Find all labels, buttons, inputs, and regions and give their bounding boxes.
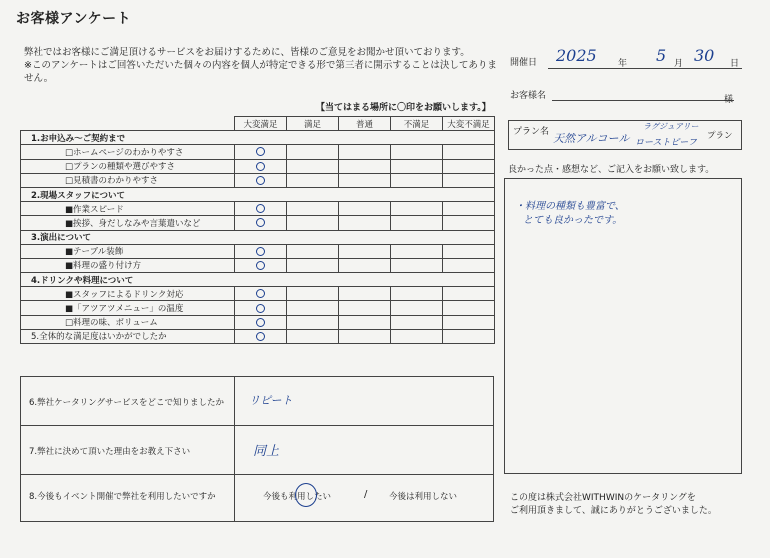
table-row <box>21 202 495 216</box>
option-discontinue[interactable]: 今後は利用しない <box>389 492 458 502</box>
item-label: ■作業スピード <box>21 202 235 216</box>
scale-dissatisfied: 不満足 <box>391 117 443 131</box>
rating-cell[interactable] <box>443 315 495 329</box>
section-label: 3.演出について <box>21 230 495 244</box>
rating-cell[interactable] <box>391 159 443 173</box>
rating-cell[interactable] <box>287 173 339 187</box>
comment-line: ・料理の種類も豊富で、 <box>515 201 625 212</box>
thanks-message <box>510 492 717 518</box>
intro-line: 弊社ではお客様にご満足頂けるサービスをお届けするために、皆様のご意見をお聞かせ頂いております。 <box>24 47 470 58</box>
circle-mark-icon <box>256 261 265 270</box>
rating-cell[interactable] <box>443 159 495 173</box>
rating-cell[interactable] <box>391 173 443 187</box>
rating-cell[interactable] <box>443 329 495 343</box>
section-row <box>21 273 495 287</box>
date-month-value[interactable]: 5 <box>656 46 667 65</box>
customer-label: お客様名 <box>510 91 547 101</box>
rating-cell[interactable] <box>235 287 287 301</box>
rating-cell[interactable] <box>391 244 443 258</box>
section-label: 2.現場スタッフについて <box>21 187 495 201</box>
question-row-6 <box>21 377 493 426</box>
customer-suffix: 様 <box>724 95 734 105</box>
date-day-value[interactable]: 30 <box>694 46 715 65</box>
intro-text <box>24 46 504 85</box>
section-label: 4.ドリンクや料理について <box>21 273 495 287</box>
table-row <box>21 159 495 173</box>
circle-mark-icon <box>256 218 265 227</box>
circle-mark-icon <box>256 304 265 313</box>
circle-mark-icon <box>256 162 265 171</box>
question-7-label: 7.弊社に決めて頂いた理由をお教え下さい <box>29 447 191 457</box>
scale-very-satisfied: 大変満足 <box>235 117 287 131</box>
rating-cell[interactable] <box>287 244 339 258</box>
question-box <box>20 376 494 522</box>
rating-cell[interactable] <box>443 173 495 187</box>
circle-mark-icon <box>295 483 317 507</box>
question-6-answer[interactable]: リピート <box>249 394 293 407</box>
rating-cell[interactable] <box>391 258 443 272</box>
item-label: □ホームページのわかりやすさ <box>21 145 235 159</box>
item-label: ■スタッフによるドリンク対応 <box>21 287 235 301</box>
rating-cell[interactable] <box>235 329 287 343</box>
rating-cell[interactable] <box>391 216 443 230</box>
option-continue[interactable]: 今後も利用したい <box>263 492 332 502</box>
item-label: ■テーブル装飾 <box>21 244 235 258</box>
rating-cell[interactable] <box>339 202 391 216</box>
comments-box[interactable] <box>504 178 742 474</box>
rating-cell[interactable] <box>339 258 391 272</box>
scale-satisfied: 満足 <box>287 117 339 131</box>
circle-mark-icon <box>256 176 265 185</box>
rating-table <box>20 116 495 344</box>
rating-cell[interactable] <box>339 145 391 159</box>
rating-cell[interactable] <box>287 145 339 159</box>
rating-cell[interactable] <box>235 202 287 216</box>
table-row <box>21 145 495 159</box>
rating-cell[interactable] <box>339 216 391 230</box>
plan-label: プラン名 <box>513 127 550 137</box>
circle-mark-icon <box>256 204 265 213</box>
rating-cell[interactable] <box>287 216 339 230</box>
table-row <box>21 315 495 329</box>
scale-very-dissatisfied: 大変不満足 <box>443 117 495 131</box>
table-row <box>21 287 495 301</box>
rating-cell[interactable] <box>339 301 391 315</box>
rating-cell[interactable] <box>391 287 443 301</box>
date-year-value[interactable]: 2025 <box>556 46 597 65</box>
rating-cell[interactable] <box>287 329 339 343</box>
scale-neutral: 普通 <box>339 117 391 131</box>
question-8-label: 8.今後もイベント開催で弊社を利用したいですか <box>29 492 216 502</box>
rating-cell[interactable] <box>391 202 443 216</box>
table-row <box>21 216 495 230</box>
table-row <box>21 258 495 272</box>
circle-mark-icon <box>256 332 265 341</box>
date-year-unit: 年 <box>618 59 628 69</box>
rating-cell[interactable] <box>443 301 495 315</box>
item-label: ■「アツアツメニュー」の温度 <box>21 301 235 315</box>
table-row <box>21 329 495 343</box>
table-row <box>21 301 495 315</box>
plan-box <box>508 120 742 150</box>
rating-cell[interactable] <box>287 287 339 301</box>
rating-cell[interactable] <box>235 315 287 329</box>
item-label: □プランの種類や選びやすさ <box>21 159 235 173</box>
rating-cell[interactable] <box>443 258 495 272</box>
circle-mark-icon <box>256 247 265 256</box>
item-label: □見積書のわかりやすさ <box>21 173 235 187</box>
plan-value-2b[interactable]: ローストビーフ <box>635 138 697 148</box>
date-label: 開催日 <box>510 58 538 68</box>
rating-cell[interactable] <box>287 258 339 272</box>
rating-cell[interactable] <box>235 173 287 187</box>
rating-cell[interactable] <box>339 159 391 173</box>
option-separator: / <box>364 489 368 500</box>
customer-underline[interactable] <box>552 100 734 101</box>
rating-cell[interactable] <box>339 287 391 301</box>
date-month-unit: 月 <box>674 59 684 69</box>
rating-cell[interactable] <box>339 244 391 258</box>
circle-mark-icon <box>256 147 265 156</box>
rating-cell[interactable] <box>235 244 287 258</box>
rating-cell[interactable] <box>287 315 339 329</box>
rating-cell[interactable] <box>443 202 495 216</box>
rating-cell[interactable] <box>339 329 391 343</box>
rating-cell[interactable] <box>443 244 495 258</box>
intro-line: ※このアンケートはご回答いただいた個々の内容を個人が特定できる形で第三者に開示することは決してありま <box>24 60 497 71</box>
table-row <box>21 173 495 187</box>
rating-cell[interactable] <box>391 329 443 343</box>
date-underline <box>548 68 742 69</box>
date-day-unit: 日 <box>730 59 740 69</box>
rating-cell[interactable] <box>235 145 287 159</box>
rating-cell[interactable] <box>235 159 287 173</box>
rating-cell[interactable] <box>235 216 287 230</box>
rating-cell[interactable] <box>339 315 391 329</box>
item-label: ■料理の盛り付け方 <box>21 258 235 272</box>
rating-cell[interactable] <box>443 287 495 301</box>
plan-value-1[interactable]: 天然アルコール <box>553 132 630 145</box>
form-title: お客様アンケート <box>16 11 132 27</box>
item-label: □料理の味、ボリューム <box>21 315 235 329</box>
rating-cell[interactable] <box>391 301 443 315</box>
plan-suffix: プラン <box>707 131 733 141</box>
question-row-8 <box>21 475 493 521</box>
rating-cell[interactable] <box>235 301 287 315</box>
circle-mark-icon <box>256 289 265 298</box>
section-row <box>21 230 495 244</box>
comments-label: 良かった点・感想など、ご記入をお願い致します。 <box>508 165 715 175</box>
question-7-answer[interactable]: 同上 <box>253 444 280 459</box>
rating-cell[interactable] <box>443 145 495 159</box>
rating-cell[interactable] <box>443 216 495 230</box>
rating-cell[interactable] <box>287 202 339 216</box>
section-row <box>21 187 495 201</box>
rating-header-row <box>21 117 495 131</box>
rating-cell[interactable] <box>339 173 391 187</box>
overall-label: 5.全体的な満足度はいかがでしたか <box>21 329 235 343</box>
rating-cell[interactable] <box>287 301 339 315</box>
section-row <box>21 131 495 145</box>
item-label: ■挨拶、身だしなみや言葉遣いなど <box>21 216 235 230</box>
rating-cell[interactable] <box>287 159 339 173</box>
intro-line: せん。 <box>24 73 54 84</box>
thanks-line: この度は株式会社WITHWINのケータリングを <box>510 493 696 503</box>
rating-cell[interactable] <box>235 258 287 272</box>
question-6-label: 6.弊社ケータリングサービスをどこで知りましたか <box>29 398 224 408</box>
plan-value-2a[interactable]: ラグジュアリー <box>643 122 699 131</box>
section-label: 1.お申込み～ご契約まで <box>21 131 495 145</box>
header-blank <box>21 117 235 131</box>
rating-cell[interactable] <box>391 315 443 329</box>
table-row <box>21 244 495 258</box>
question-row-7 <box>21 426 493 475</box>
rating-cell[interactable] <box>391 145 443 159</box>
thanks-line: ご利用頂きまして、誠にありがとうございました。 <box>510 506 717 516</box>
comment-line: とても良かったです。 <box>523 215 623 226</box>
circle-mark-icon <box>256 318 265 327</box>
instruction-text: 【当てはまる場所に〇印をお願いします。】 <box>316 103 491 113</box>
